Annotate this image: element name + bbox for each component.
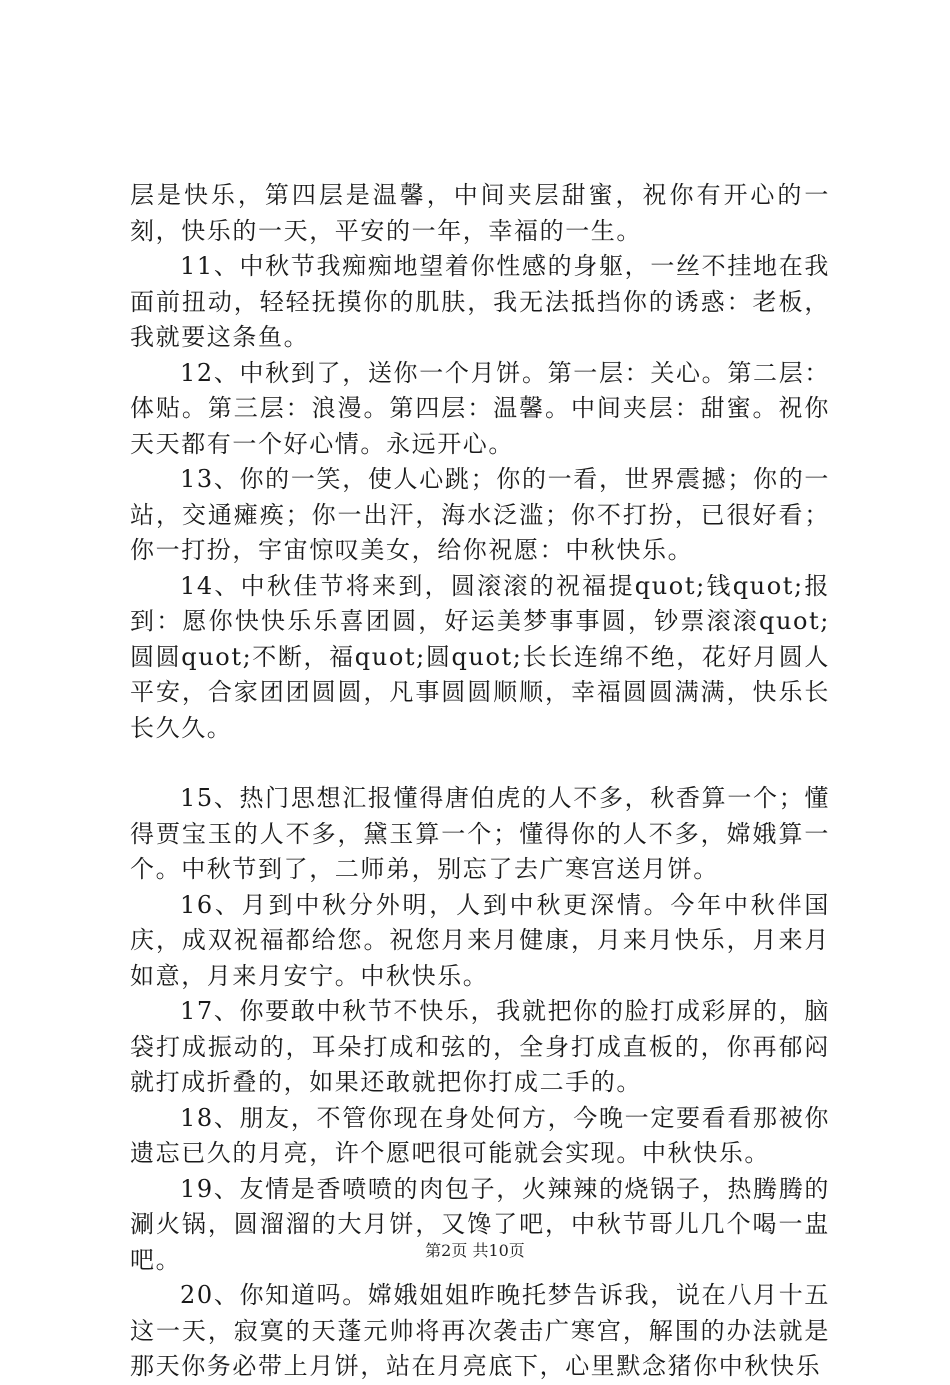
paragraph-16: 16、月到中秋分外明，人到中秋更深情。今年中秋伴国庆，成双祝福都给您。祝您月来月健康，月来月快乐，月来月如意，月来月安宁。中秋快乐。 bbox=[130, 890, 830, 990]
paragraph-18: 18、朋友，不管你现在身处何方，今晚一定要看看那被你遗忘已久的月亮，许个愿吧很可能就会实现。中秋快乐。 bbox=[130, 1103, 830, 1167]
paragraph-20: 20、你知道吗。嫦娥姐姐昨晚托梦告诉我，说在八月十五这一天，寂寞的天蓬元帅将再次袭击广寒宫，解围的办法就是那天你务必带上月饼，站在月亮底下，心里默念猪你中秋快乐 bbox=[130, 1281, 830, 1380]
paragraph-19: 19、友情是香喷喷的肉包子，火辣辣的烧锅子，热腾腾的涮火锅，圆溜溜的大月饼，又馋了吧，中秋节哥儿几个喝一盅吧。 bbox=[130, 1174, 830, 1274]
paragraph-12: 12、中秋到了，送你一个月饼。第一层：关心。第二层：体贴。第三层：浪漫。第四层：温馨。中间夹层：甜蜜。祝你天天都有一个好心情。永远开心。 bbox=[130, 358, 830, 458]
paragraph-14: 14、中秋佳节将来到，圆滚滚的祝福提quot;钱quot;报到：愿你快快乐乐喜团圆，好运美梦事事圆，钞票滚滚quot;圆圆quot;不断，福quot;圆quot;长长连绵不绝，花好月圆人平安，合家团团圆圆，凡事圆圆顺顺，幸福圆圆满满，快乐长长久久。 bbox=[130, 571, 830, 742]
document-body bbox=[130, 178, 830, 1385]
paragraph-11: 11、中秋节我痴痴地望着你性感的身躯，一丝不挂地在我面前扭动，轻轻抚摸你的肌肤，我无法抵挡你的诱惑：老板，我就要这条鱼。 bbox=[130, 252, 830, 351]
paragraph-continuation: 层是快乐，第四层是温馨，中间夹层甜蜜，祝你有开心的一刻，快乐的一天，平安的一年，幸福的一生。 bbox=[130, 181, 830, 245]
paragraph-15: 15、热门思想汇报懂得唐伯虎的人不多，秋香算一个；懂得贾宝玉的人不多，黛玉算一个；懂得你的人不多，嫦娥算一个。中秋节到了，二师弟，别忘了去广寒宫送月饼。 bbox=[130, 784, 830, 883]
paragraph-13: 13、你的一笑，使人心跳；你的一看，世界震撼；你的一站，交通瘫痪；你一出汗，海水泛滥；你不打扮，已很好看；你一打扮，宇宙惊叹美女，给你祝愿：中秋快乐。 bbox=[130, 465, 830, 564]
page-footer: 第2页 共10页 bbox=[425, 1241, 525, 1260]
paragraph-17: 17、你要敢中秋节不快乐，我就把你的脸打成彩屏的，脑袋打成振动的，耳朵打成和弦的，全身打成直板的，你再郁闷就打成折叠的，如果还敢就把你打成二手的。 bbox=[130, 997, 830, 1096]
